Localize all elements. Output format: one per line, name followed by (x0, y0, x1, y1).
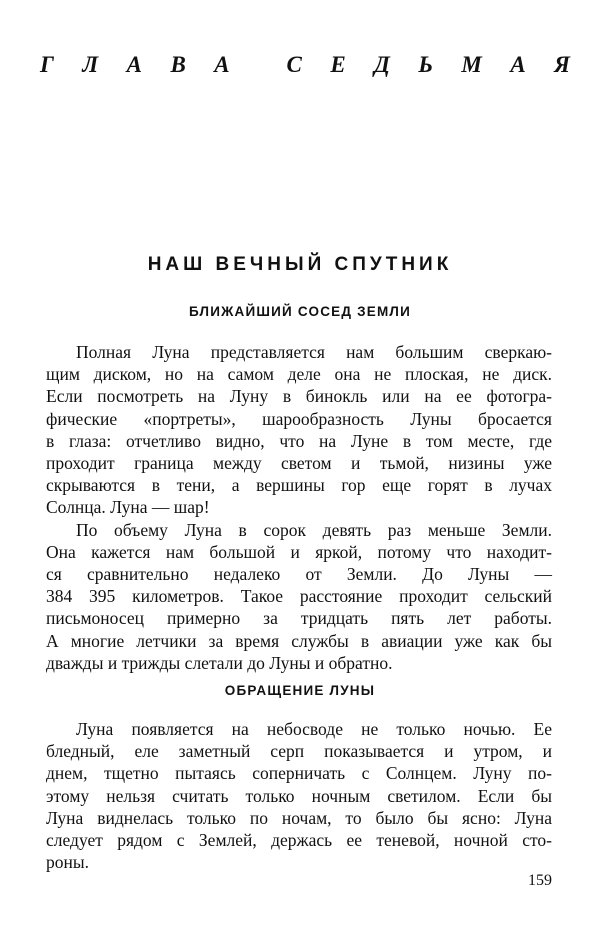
text-line: Луна виднелась только по ночам, то было бы ясно: Луна (46, 807, 552, 828)
section-heading-nearest-neighbor: БЛИЖАЙШИЙ СОСЕД ЗЕМЛИ (188, 304, 412, 319)
chapter-letter: Е (330, 52, 346, 77)
chapter-letter: А (126, 52, 142, 77)
text-line: бледный, еле заметный серп показывается и утром, и (46, 741, 552, 762)
text-line: роны. (46, 852, 89, 873)
text-line: Солнца. Луна — шар! (46, 497, 210, 518)
text-line: ся сравнительно недалеко от Земли. До Луны — (46, 564, 552, 585)
chapter-letter: М (461, 52, 482, 77)
text-line: фические «портреты», шарообразность Луны бросается (46, 408, 552, 429)
text-line: А многие летчики за время службы в авиации уже как бы (46, 630, 552, 651)
text-line: проходит граница между светом и тьмой, низины уже (46, 453, 552, 474)
chapter-letter: В (170, 52, 186, 77)
text-line: 384 395 километров. Такое расстояние проходит сельский (46, 586, 552, 607)
chapter-heading (40, 52, 570, 78)
page-number: 159 (528, 872, 552, 889)
chapter-letter: Д (374, 52, 390, 77)
chapter-letter: А (214, 52, 230, 77)
text-line: в глаза: отчетливо видно, что на Луне в том месте, где (46, 430, 552, 451)
chapter-letter: Ь (418, 52, 433, 77)
chapter-letter: Г (40, 52, 54, 77)
text-line: письмоносец примерно за тридцать пять лет работы. (46, 608, 552, 629)
text-line: дважды и трижды слетали до Луны и обратно. (46, 652, 393, 673)
text-line: Если посмотреть на Луну в бинокль или на ее фотогра- (46, 386, 552, 407)
text-line: Полная Луна представляется нам большим сверкаю- (76, 342, 552, 362)
section-1-text (46, 341, 552, 674)
text-line: днем, тщетно пытаясь соперничать с Солнцем. Луну по- (46, 763, 552, 784)
chapter-letter: С (286, 52, 302, 77)
chapter-letter: А (510, 52, 526, 77)
article-title: НАШ ВЕЧНЫЙ СПУТНИК (147, 254, 453, 275)
section-2-text (46, 718, 552, 873)
text-line: Луна появляется на небосводе не только ночью. Ее (76, 719, 552, 739)
text-line: следует рядом с Землей, держась ее теневой, ночной сто- (46, 830, 552, 851)
text-line: Она кажется нам большой и яркой, потому что находит- (46, 541, 552, 562)
chapter-letter: Я (554, 52, 570, 77)
section-heading-moon-orbit: ОБРАЩЕНИЕ ЛУНЫ (224, 683, 376, 698)
text-line: скрываются в тени, а вершины гор еще горят в лучах (46, 475, 552, 496)
chapter-letter: Л (82, 52, 99, 77)
text-line: щим диском, но на самом деле она не плоская, не диск. (46, 364, 552, 385)
text-line: этому нельзя считать только ночным светилом. Если бы (46, 785, 552, 806)
text-line: По объему Луна в сорок девять раз меньше Земли. (76, 519, 552, 540)
